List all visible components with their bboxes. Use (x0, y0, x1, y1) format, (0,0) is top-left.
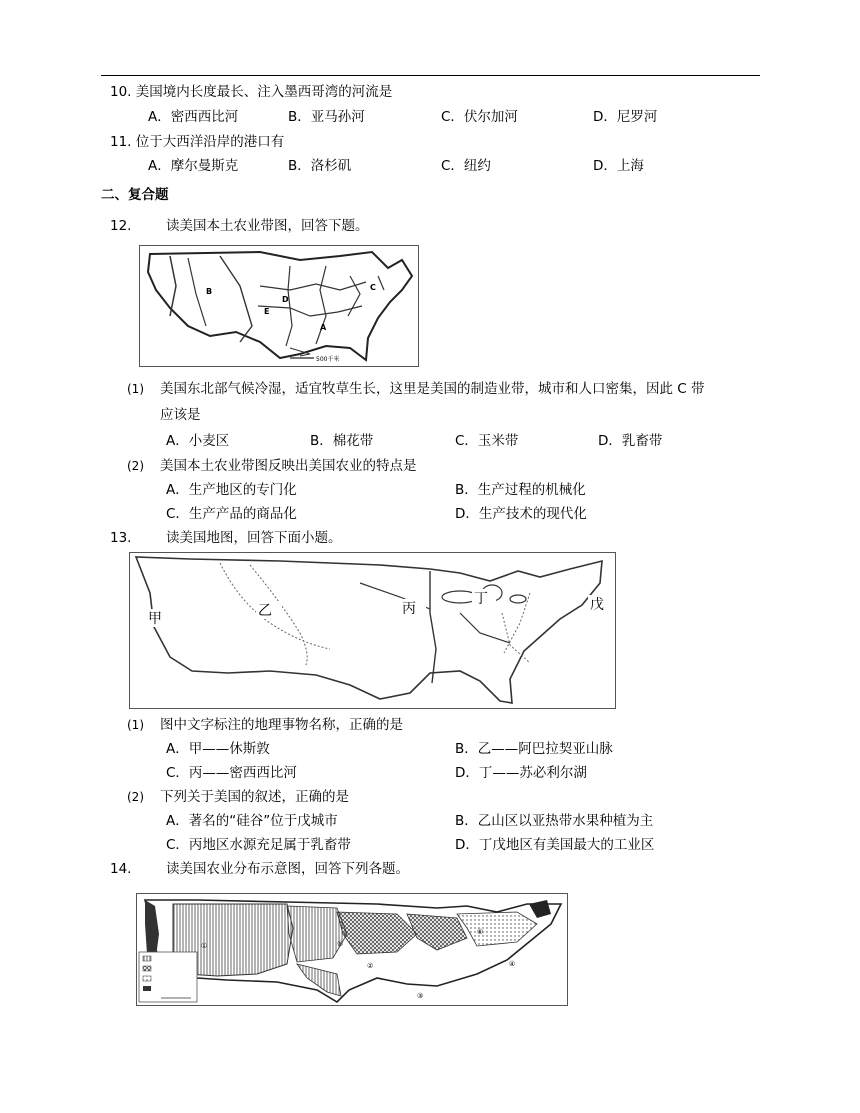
q13-1-option-d[interactable]: D．丁——苏必利尔湖 (455, 765, 587, 781)
subquestion-number: (2) (127, 459, 144, 473)
q10-option-d[interactable]: D．尼罗河 (593, 109, 658, 125)
q13-2-option-d[interactable]: D．丁戊地区有美国最大的工业区 (455, 837, 655, 853)
section-heading: 二、复合题 (101, 187, 169, 203)
question-stem: 读美国地图，回答下面小题。 (166, 530, 342, 546)
q11-option-c[interactable]: C．纽约 (441, 158, 491, 174)
map-label-3: ③ (417, 992, 424, 1000)
q12-1-option-c[interactable]: C．玉米带 (455, 433, 519, 449)
q13-1-option-b[interactable]: B．乙——阿巴拉契亚山脉 (455, 741, 613, 757)
map-label-e: E (264, 307, 270, 316)
question-number: 12. (110, 218, 132, 234)
map-label-yi: 乙 (258, 603, 272, 619)
question-10 (110, 83, 392, 101)
q12-1-option-a[interactable]: A．小麦区 (166, 433, 230, 449)
us-map (129, 552, 616, 709)
map-label-4: ④ (509, 960, 516, 968)
question-number: 11. (110, 134, 132, 150)
subquestion-stem: 美国本土农业带图反映出美国农业的特点是 (160, 458, 417, 474)
map-label-1: ① (201, 942, 208, 950)
map-label-jia: 甲 (148, 611, 162, 627)
q12-2-option-d[interactable]: D．生产技术的现代化 (455, 506, 587, 522)
subquestion-number: (1) (127, 382, 144, 396)
map-label-b: B (206, 287, 213, 296)
question-number: 10. (110, 84, 132, 100)
question-stem: 美国境内长度最长、注入墨西哥湾的河流是 (135, 84, 393, 100)
question-number: 14. (110, 861, 132, 877)
q10-option-c[interactable]: C．伏尔加河 (441, 109, 518, 125)
question-stem: 位于大西洋沿岸的港口有 (135, 134, 285, 150)
subquestion-stem: 下列关于美国的叙述，正确的是 (160, 789, 349, 805)
q12-1-option-b[interactable]: B．棉花带 (310, 433, 374, 449)
q13-2-option-a[interactable]: A．著名的“硅谷”位于戊城市 (166, 813, 338, 829)
q10-option-b[interactable]: B．亚马孙河 (288, 109, 365, 125)
question-stem: 读美国本土农业带图，回答下题。 (166, 218, 369, 234)
map-label-c: C (370, 283, 376, 292)
q12-2-option-c[interactable]: C．生产产品的商品化 (166, 506, 297, 522)
subquestion-stem-line2: 应该是 (160, 407, 201, 423)
q13-2-option-b[interactable]: B．乙山区以亚热带水果种植为主 (455, 813, 654, 829)
map-label-ding: 丁 (474, 591, 488, 607)
map-label-6: ⑥ (477, 928, 484, 936)
map-label-bing: 丙 (402, 601, 416, 617)
map-scale-label: 500千米 (316, 356, 340, 363)
map-label-d: D (282, 295, 289, 304)
q11-option-d[interactable]: D．上海 (593, 158, 644, 174)
agriculture-distribution-map (136, 893, 568, 1006)
q13-1-option-a[interactable]: A．甲——休斯敦 (166, 741, 270, 757)
subquestion-stem: 图中文字标注的地理事物名称，正确的是 (160, 717, 403, 733)
agriculture-belt-map (139, 245, 419, 367)
q12-2-option-b[interactable]: B．生产过程的机械化 (455, 482, 586, 498)
us-outline-map (140, 246, 418, 366)
question-11 (110, 133, 284, 151)
map-label-5: ⑤ (337, 940, 344, 948)
map-label-2: ② (367, 962, 374, 970)
q12-2-option-a[interactable]: A．生产地区的专门化 (166, 482, 297, 498)
q12-1-option-d[interactable]: D．乳畜带 (598, 433, 663, 449)
map-label-a: A (320, 323, 327, 332)
q13-1-option-c[interactable]: C．丙——密西西比河 (166, 765, 297, 781)
us-outline-map (130, 553, 615, 708)
q10-option-a[interactable]: A．密西西比河 (148, 109, 239, 125)
question-stem: 读美国农业分布示意图，回答下列各题。 (166, 861, 409, 877)
q11-option-a[interactable]: A．摩尔曼斯克 (148, 158, 239, 174)
subquestion-stem-line1: 美国东北部气候冷湿，适宜牧草生长，这里是美国的制造业带，城市和人口密集，因此 C 带 (160, 381, 705, 397)
us-outline-map (137, 894, 567, 1005)
map-label-wu: 戊 (590, 597, 604, 613)
question-number: 13. (110, 530, 132, 546)
subquestion-number: (2) (127, 790, 144, 804)
subquestion-number: (1) (127, 718, 144, 732)
q13-2-option-c[interactable]: C．丙地区水源充足属于乳畜带 (166, 837, 351, 853)
header-rule (101, 75, 760, 76)
q11-option-b[interactable]: B．洛杉矶 (288, 158, 352, 174)
